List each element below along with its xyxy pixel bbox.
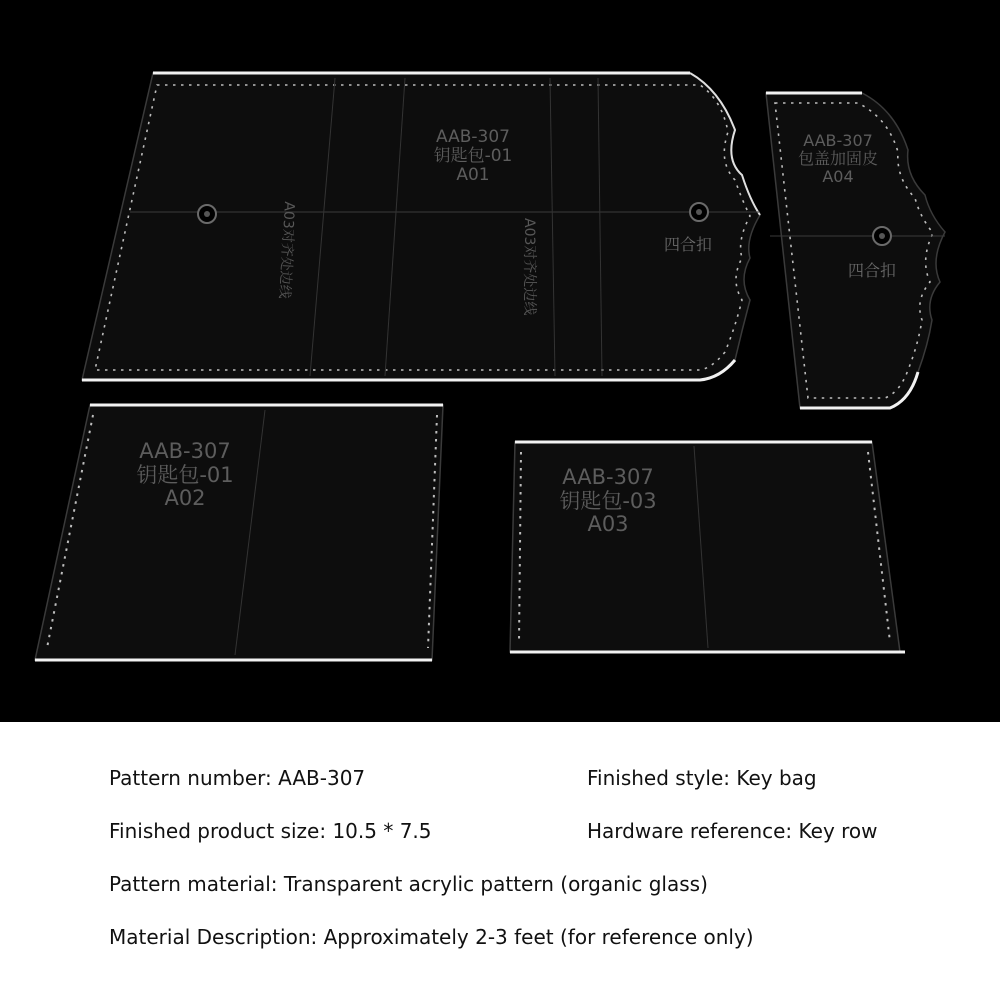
alignment-edge-label-left: A03对齐处边线	[275, 201, 298, 300]
hardware-label-a01: 四合扣	[664, 235, 713, 254]
piece-name: 钥匙包-03	[559, 488, 657, 513]
piece-id: A04	[822, 166, 854, 186]
hardware-reference-text: Hardware reference: Key row	[587, 819, 878, 843]
alignment-edge-label-right: A03对齐处边线	[521, 218, 537, 316]
piece-code: AAB-307	[562, 465, 654, 489]
finished-style-text: Finished style: Key bag	[587, 766, 817, 790]
piece-id: A02	[164, 486, 206, 511]
piece-label-a04	[778, 132, 898, 186]
piece-code: AAB-307	[139, 439, 231, 463]
piece-name: 包盖加固皮	[797, 148, 878, 168]
piece-id: A01	[456, 165, 490, 186]
pattern-number-text: Pattern number: AAB-307	[109, 766, 366, 790]
material-description-text: Material Description: Approximately 2-3 feet (for reference only)	[109, 925, 754, 949]
piece-name: 钥匙包-01	[433, 146, 513, 167]
hardware-label-a04: 四合扣	[848, 261, 897, 280]
piece-id: A03	[587, 512, 629, 537]
piece-label-a03	[538, 466, 678, 537]
finished-size-text: Finished product size: 10.5 * 7.5	[109, 819, 432, 843]
piece-code: AAB-307	[436, 127, 510, 147]
pattern-piece-a01	[82, 73, 760, 380]
piece-code: AAB-307	[803, 131, 873, 150]
piece-label-a02	[115, 440, 255, 511]
piece-label-a01	[408, 128, 538, 185]
pattern-material-text: Pattern material: Transparent acrylic pattern (organic glass)	[109, 872, 708, 896]
piece-name: 钥匙包-01	[136, 462, 234, 487]
